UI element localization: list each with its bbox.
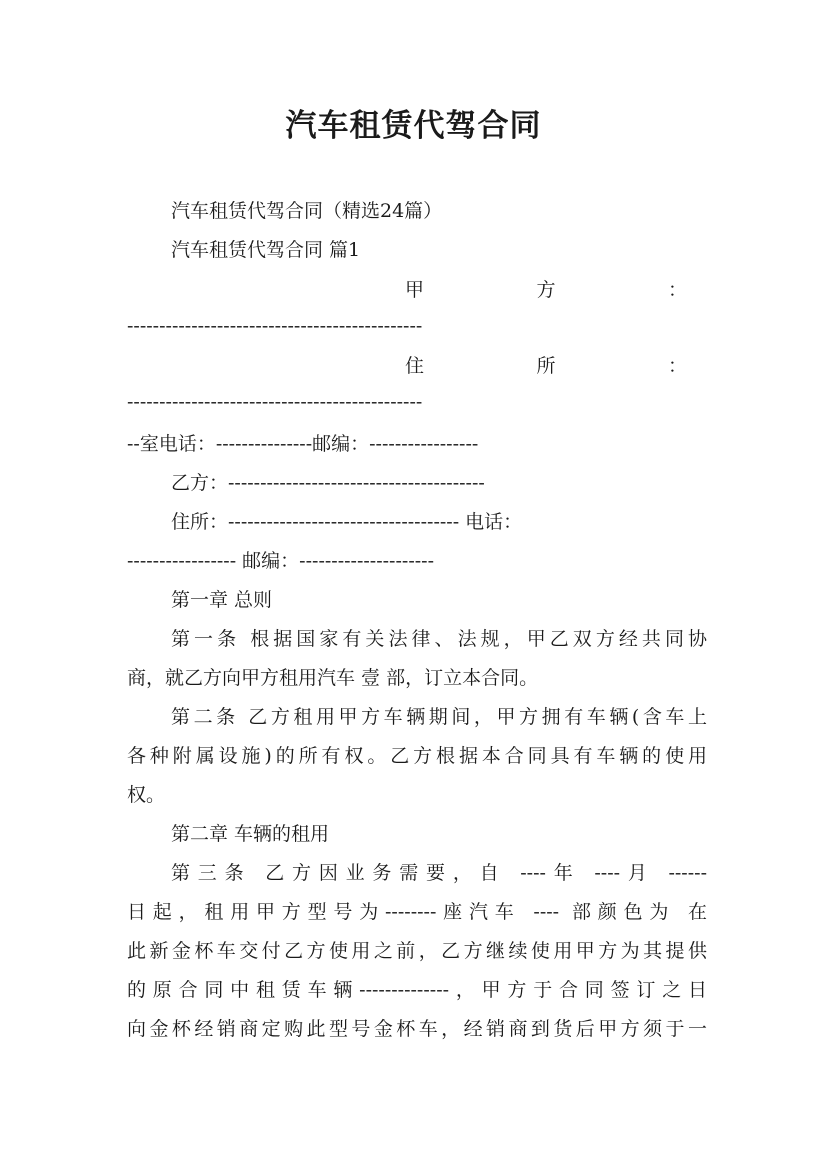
address-b-line: 住所：------------------------------------ 电话： <box>171 511 523 533</box>
address-a-char-1: 住 <box>405 355 425 377</box>
part-heading: 汽车租赁代驾合同 篇1 <box>171 239 361 261</box>
article-2-line-3: 权。 <box>127 784 166 806</box>
dash-line-1: ---------------------------------------------- <box>127 315 423 337</box>
party-a-char-1: 甲 <box>405 279 425 301</box>
article-3-line-5: 向金杯经销商定购此型号金杯车，经销商到货后甲方须于一 <box>127 1018 707 1040</box>
article-1-line-2: 商，就乙方向甲方租用汽车 壹 部，订立本合同。 <box>127 667 539 689</box>
article-2-line-1: 第二条 乙方租用甲方车辆期间，甲方拥有车辆(含车上 <box>171 706 707 728</box>
party-a-line <box>405 277 687 303</box>
address-a-line <box>405 353 687 379</box>
party-a-char-2: 方 <box>536 279 556 301</box>
party-a-colon: ： <box>667 279 687 301</box>
phone-postcode-a: --室电话：---------------邮编：----------------- <box>127 433 479 455</box>
article-2-line-2: 各种附属设施)的所有权。乙方根据本合同具有车辆的使用 <box>127 745 707 767</box>
chapter-1-heading: 第一章 总则 <box>171 589 273 611</box>
article-3-line-2: 日起，租用甲方型号为--------座汽车 ---- 部颜色为 在 <box>127 901 707 923</box>
postcode-b-line: ----------------- 邮编：--------------------- <box>127 550 434 572</box>
article-3-line-3: 此新金杯车交付乙方使用之前，乙方继续使用甲方为其提供 <box>127 940 707 962</box>
address-a-colon: ： <box>667 355 687 377</box>
dash-line-2: ---------------------------------------------- <box>127 391 423 413</box>
document-title: 汽车租赁代驾合同 <box>285 108 542 144</box>
party-b-line: 乙方：---------------------------------------- <box>171 472 485 494</box>
article-3-line-1: 第三条 乙方因业务需要，自 ----年 ----月 ------ <box>171 862 707 884</box>
chapter-2-heading: 第二章 车辆的租用 <box>171 823 330 845</box>
subtitle: 汽车租赁代驾合同（精选24篇） <box>171 200 443 222</box>
address-a-char-2: 所 <box>536 355 556 377</box>
article-3-line-4: 的原合同中租赁车辆--------------，甲方于合同签订之日 <box>127 979 707 1001</box>
article-1-line-1: 第一条 根据国家有关法律、法规，甲乙双方经共同协 <box>171 628 707 650</box>
